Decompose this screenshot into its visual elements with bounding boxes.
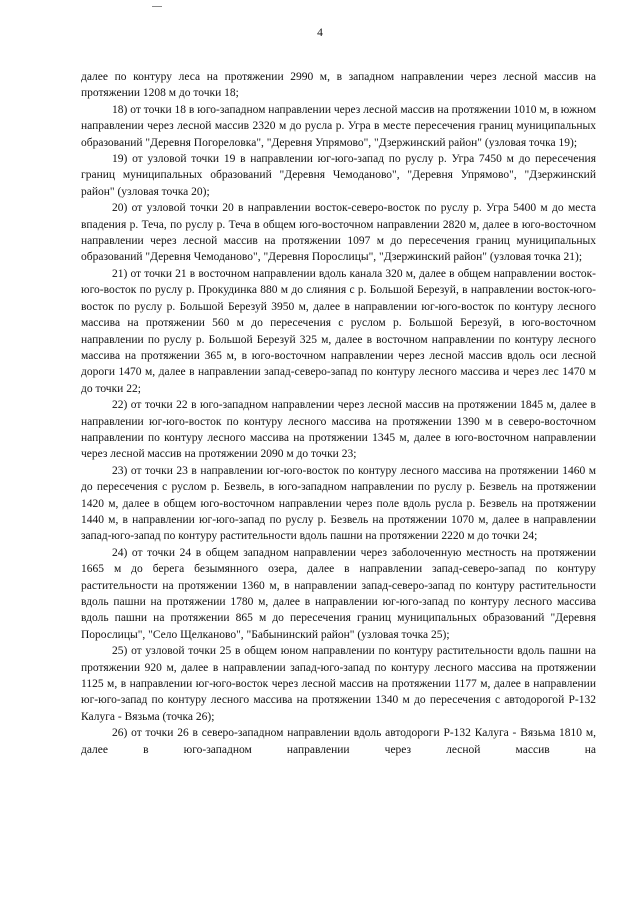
- paragraph-item-23: 23) от точки 23 в направлении юг-юго-восток по контуру лесного массива на протяжении 1460 м до пересечения с руслом р. Безвель, в юго-западном направлении по руслу р. Безвель на протяжении 1420 м, далее в общем юго-восточном направлении через поле вдоль русла р. Безвель на протяжении 1440 м, в направлении юг-юго-запад по руслу р. Безвель на протяжении 1070 м, далее в направлении запад-юго-запад по контуру растительности вдоль пашни на протяжении 2220 м до точки 24;: [81, 464, 596, 543]
- paragraph-item-20: 20) от узловой точки 20 в направлении восток-северо-восток по руслу р. Угра 5400 м до места впадения р. Теча, по руслу р. Теча в общем юго-восточном направлении 2820 м, далее в юго-восточном направлении через лесной массив на протяжении 1097 м до пересечения границ муниципальных образований "Деревня Чемоданово", "Деревня Порослицы", "Дзержинский район" (узловая точка 21);: [81, 202, 596, 264]
- paragraph-item-21: 21) от точки 21 в восточном направлении вдоль канала 320 м, далее в общем направлении восток-юго-восток по руслу р. Прокудинка 880 м до слияния с р. Большой Березуй, в направлении восток-юго-восток по руслу р. Большой Березуй 3950 м, далее в направлении юг-юго-восток по контуру лесного массива на протяжении 560 м до пересечения с руслом р. Большой Березуй, в юго-восточном направлении по руслу р. Большой Березуй 325 м, далее в восточном направлении по контуру лесного массива на протяжении 365 м, в юго-восточном направлении через лесной массив вдоль оси лесной дороги 1470 м, далее в направлении запад-северо-запад по контуру лесного массива и через лес 1470 м до точки 22;: [81, 267, 596, 395]
- document-body: [81, 69, 596, 758]
- scan-mark: [152, 6, 162, 7]
- paragraph-continuation: далее по контуру леса на протяжении 2990 м, в западном направлении через лесной массив на протяжении 1208 м до точки 18;: [81, 71, 596, 100]
- paragraph-item-26: 26) от точки 26 в северо-западном направлении вдоль автодороги Р-132 Калуга - Вязьма 1810 м, далее в юго-западном направлении через лесной массив на: [81, 727, 596, 756]
- page-number: 4: [317, 27, 323, 39]
- paragraph-item-22: 22) от точки 22 в юго-западном направлении через лесной массив на протяжении 1845 м, далее в направлении юг-юго-восток по контуру лесного массива на протяжении 1390 м в северо-восточном направлении по контуру лесного массива на протяжении 1345 м, далее в юго-восточном направлении через лесной массив на протяжении 2090 м до точки 23;: [81, 399, 596, 461]
- paragraph-item-24: 24) от точки 24 в общем западном направлении через заболоченную местность на протяжении 1665 м до берега безымянного озера, далее в направлении запад-северо-запад по контуру растительности на протяжении 1360 м, в направлении запад-северо-запад по контуру растительности вдоль пашни на протяжении 1780 м, далее в направлении юг-юго-запад по контуру лесного массива вдоль пашни на протяжении 865 м до пересечения границ муниципальных образований "Деревня Порослицы", "Село Щелканово", "Бабынинский район" (узловая точка 25);: [81, 546, 596, 641]
- paragraph-item-19: 19) от узловой точки 19 в направлении юг-юго-запад по руслу р. Угра 7450 м до пересечения границ муниципальных образований "Деревня Чемоданово", "Деревня Упрямово", "Дзержинский район" (узловая точка 20);: [81, 153, 596, 198]
- paragraph-item-25: 25) от узловой точки 25 в общем юном направлении по контуру растительности вдоль пашни на протяжении 920 м, далее в направлении запад-юго-запад по контуру лесного массива на протяжении 1125 м, в направлении юг-юго-восток через лесной массив на протяжении 1177 м, далее в направлении юг-юго-запад по контуру лесного массива на протяжении 1340 м до пересечения с автодорогой Р-132 Калуга - Вязьма (точка 26);: [81, 645, 596, 723]
- paragraph-item-18: 18) от точки 18 в юго-западном направлении через лесной массив на протяжении 1010 м, в южном направлении через лесной массив 2320 м до русла р. Угра в месте пересечения границ муниципальных образований "Деревня Погореловка", "Деревня Упрямово", "Дзержинский район" (узловая точка 19);: [81, 103, 596, 149]
